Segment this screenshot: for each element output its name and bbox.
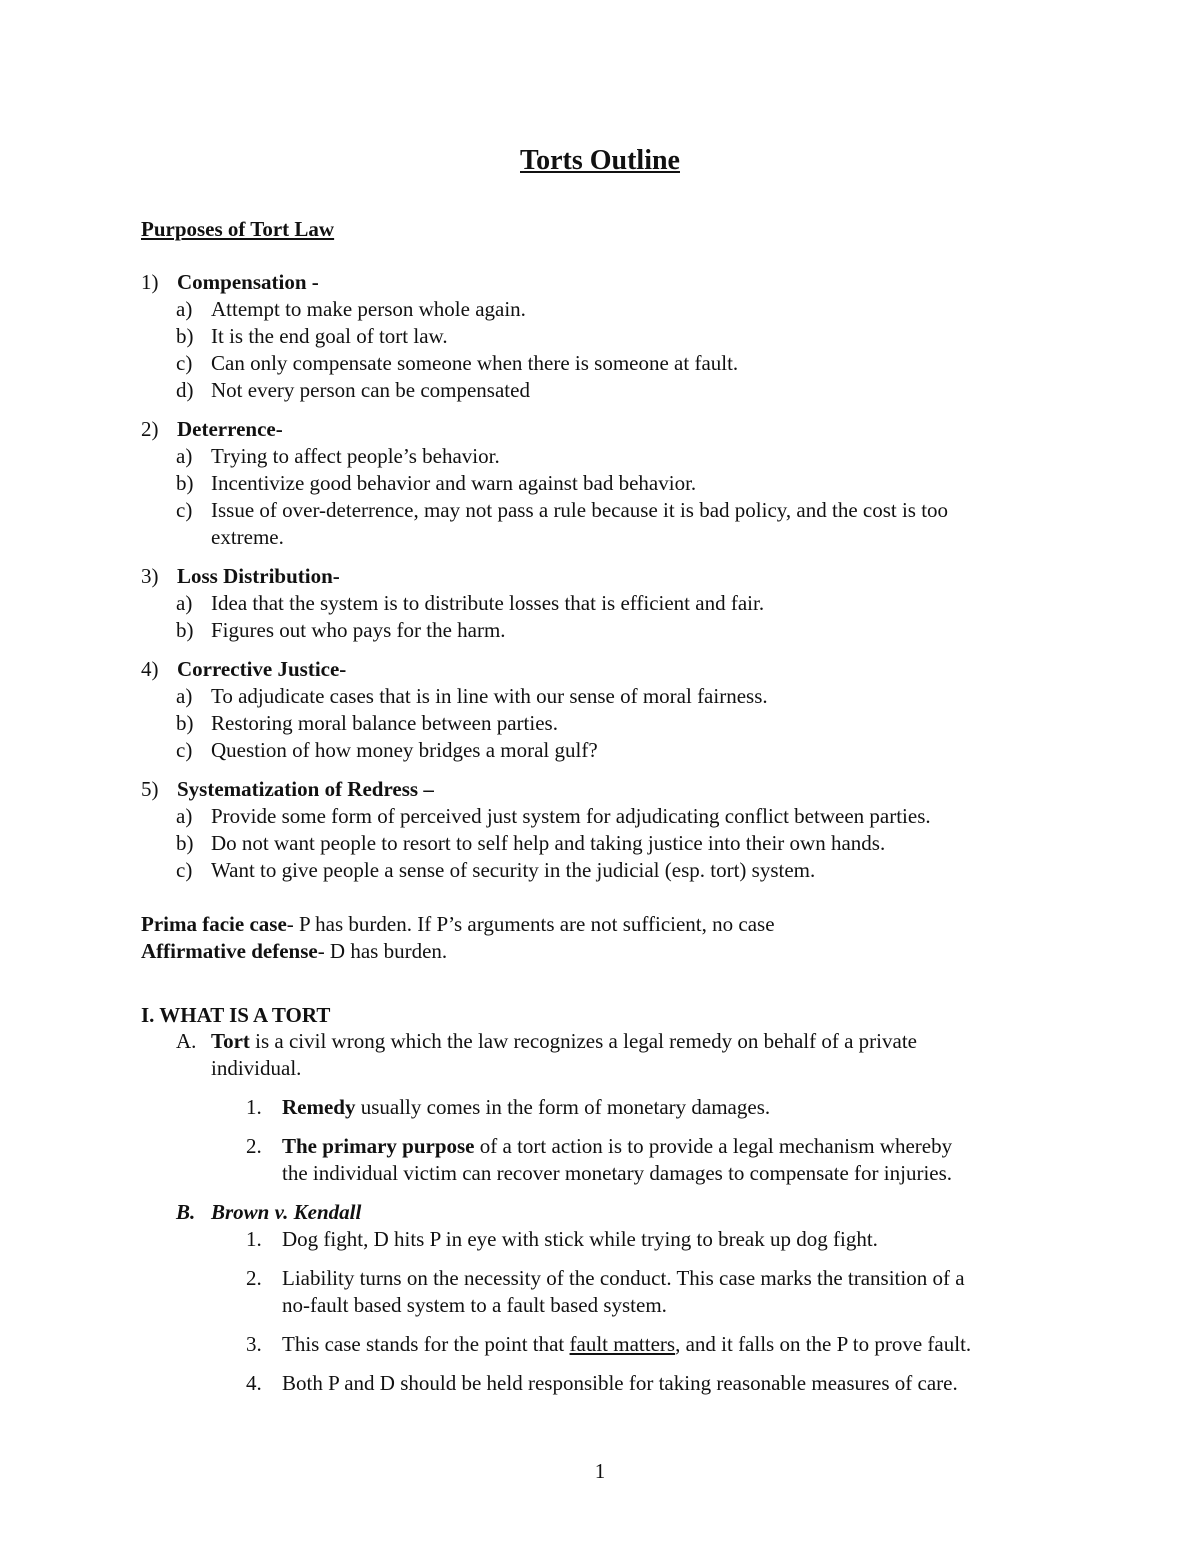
burden-term: Affirmative defense <box>141 939 318 963</box>
outline-subitem <box>246 1331 971 1358</box>
purpose-suffix: - <box>306 270 319 294</box>
list-text: Trying to affect people’s behavior. <box>211 444 500 468</box>
list-text: is a civil wrong which the law recognizes a legal remedy on behalf of a private <box>249 1029 917 1053</box>
list-text-continuation: individual. <box>211 1056 302 1080</box>
outline-subitem <box>246 1370 958 1397</box>
purpose-item-deterrence <box>141 416 283 443</box>
purpose-item-systematization <box>141 776 434 803</box>
list-item <box>176 323 448 350</box>
list-marker: a) <box>176 297 193 321</box>
list-item <box>176 470 696 497</box>
list-marker: 1. <box>246 1095 262 1119</box>
list-marker: b) <box>176 831 194 855</box>
list-item <box>176 803 931 830</box>
list-item <box>176 497 948 524</box>
list-text: Not every person can be compensated <box>211 378 530 402</box>
list-item <box>176 617 506 644</box>
outline-subitem <box>246 1226 878 1253</box>
purpose-term: Systematization of Redress <box>177 777 419 801</box>
list-marker: b) <box>176 324 194 348</box>
list-item <box>176 737 598 764</box>
section-heading: I. WHAT IS A TORT <box>141 1003 331 1027</box>
list-marker: c) <box>176 858 193 882</box>
underlined-phrase: fault matters <box>569 1332 676 1356</box>
list-marker: 4) <box>141 657 159 681</box>
list-item <box>176 683 768 710</box>
list-text: Issue of over-deterrence, may not pass a rule because it is bad policy, and the cost is too <box>211 498 949 522</box>
list-marker: b) <box>176 711 194 735</box>
list-marker: B. <box>176 1200 196 1224</box>
case-name: Brown v. Kendall <box>211 1200 362 1224</box>
outline-subitem <box>246 1265 965 1292</box>
purpose-suffix: – <box>418 777 434 801</box>
outline-subitem <box>246 1133 952 1160</box>
purpose-term: Deterrence <box>177 417 276 441</box>
list-marker: 3) <box>141 564 159 588</box>
purpose-term: Compensation <box>177 270 307 294</box>
list-text: It is the end goal of tort law. <box>211 324 448 348</box>
list-marker: 3. <box>246 1332 262 1356</box>
list-marker: b) <box>176 471 194 495</box>
purpose-term: Loss Distribution <box>177 564 333 588</box>
list-marker: 2) <box>141 417 159 441</box>
list-text-continuation: extreme. <box>211 525 284 549</box>
defined-term: The primary purpose <box>282 1134 475 1158</box>
affirmative-defense-line <box>141 938 447 965</box>
list-text: Question of how money bridges a moral gulf? <box>211 738 598 762</box>
list-text: Figures out who pays for the harm. <box>211 618 506 642</box>
list-text-continuation: the individual victim can recover monetary damages to compensate for injuries. <box>282 1161 953 1185</box>
burden-text: - D has burden. <box>317 939 448 963</box>
purpose-item-corrective-justice <box>141 656 346 683</box>
list-text: usually comes in the form of monetary damages. <box>355 1095 771 1119</box>
purpose-item-loss-distribution <box>141 563 340 590</box>
prima-facie-line <box>141 911 775 938</box>
list-item <box>176 350 738 377</box>
list-text: Dog fight, D hits P in eye with stick while trying to break up dog fight. <box>282 1227 878 1251</box>
list-marker: a) <box>176 591 193 615</box>
list-text: , and it falls on the P to prove fault. <box>675 1332 972 1356</box>
list-text: Attempt to make person whole again. <box>211 297 526 321</box>
purpose-suffix: - <box>275 417 283 441</box>
list-text: Provide some form of perceived just system for adjudicating conflict between parties. <box>211 804 931 828</box>
list-marker: a) <box>176 444 193 468</box>
defined-term: Tort <box>211 1029 250 1053</box>
purpose-term: Corrective Justice <box>177 657 340 681</box>
list-item <box>176 830 885 857</box>
list-text: To adjudicate cases that is in line with our sense of moral fairness. <box>211 684 768 708</box>
list-marker: 1. <box>246 1227 262 1251</box>
list-marker: 4. <box>246 1371 262 1395</box>
page-title: Torts Outline <box>520 145 680 176</box>
list-item <box>176 296 526 323</box>
burden-term: Prima facie case <box>141 912 287 936</box>
list-text: of a tort action is to provide a legal mechanism whereby <box>474 1134 953 1158</box>
list-marker: d) <box>176 378 194 402</box>
list-marker: 2. <box>246 1134 262 1158</box>
list-text: Can only compensate someone when there is someone at fault. <box>211 351 739 375</box>
list-item <box>176 590 764 617</box>
page-number: 1 <box>594 1459 606 1483</box>
list-item <box>176 377 530 404</box>
purpose-suffix: - <box>332 564 340 588</box>
list-text: Restoring moral balance between parties. <box>211 711 558 735</box>
list-marker: 5) <box>141 777 159 801</box>
purposes-heading: Purposes of Tort Law <box>141 217 335 241</box>
list-item <box>176 443 500 470</box>
list-text: This case stands for the point that <box>282 1332 570 1356</box>
list-marker: c) <box>176 498 193 522</box>
purpose-item-compensation <box>141 269 319 296</box>
list-text: Do not want people to resort to self help and taking justice into their own hands. <box>211 831 886 855</box>
outline-subitem <box>246 1094 770 1121</box>
list-marker: b) <box>176 618 194 642</box>
list-text: Both P and D should be held responsible for taking reasonable measures of care. <box>282 1371 958 1395</box>
list-marker: a) <box>176 684 193 708</box>
list-marker: a) <box>176 804 193 828</box>
outline-item-a <box>176 1028 917 1055</box>
defined-term: Remedy <box>282 1095 356 1119</box>
list-text: Idea that the system is to distribute losses that is efficient and fair. <box>211 591 765 615</box>
outline-item-b <box>176 1199 361 1226</box>
list-item <box>176 857 815 884</box>
list-marker: 2. <box>246 1266 262 1290</box>
burden-text: - P has burden. If P’s arguments are not sufficient, no case <box>286 912 775 936</box>
list-marker: A. <box>176 1029 197 1053</box>
list-marker: 1) <box>141 270 159 294</box>
list-text: Liability turns on the necessity of the conduct. This case marks the transition of a <box>282 1266 965 1290</box>
list-text: Want to give people a sense of security in the judicial (esp. tort) system. <box>211 858 816 882</box>
list-marker: c) <box>176 738 193 762</box>
list-text: Incentivize good behavior and warn against bad behavior. <box>211 471 697 495</box>
list-text-continuation: no-fault based system to a fault based system. <box>282 1293 667 1317</box>
list-item <box>176 710 558 737</box>
purpose-suffix: - <box>339 657 347 681</box>
list-marker: c) <box>176 351 193 375</box>
